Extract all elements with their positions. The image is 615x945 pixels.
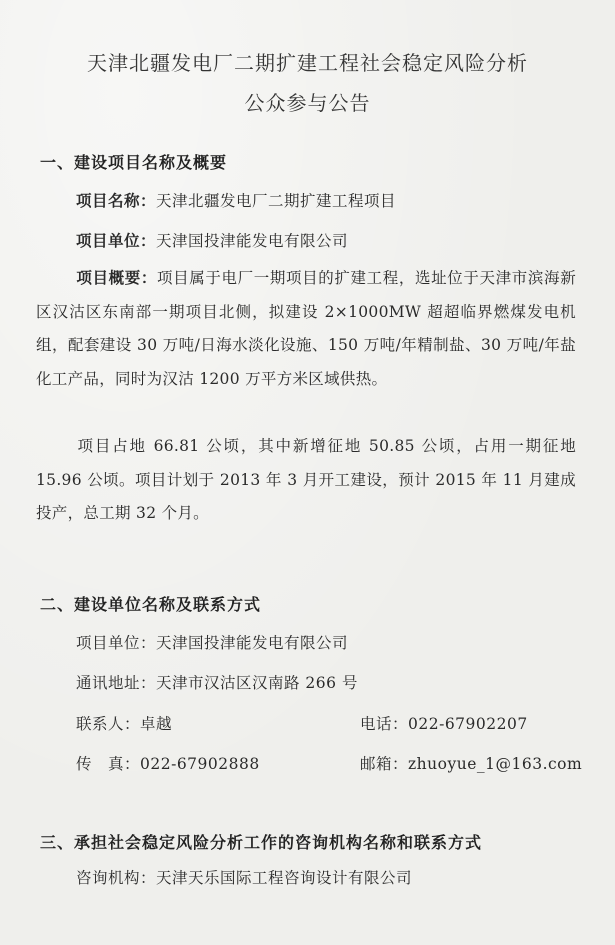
project-area-text: 项目占地 66.81 公顷，其中新增征地 50.85 公顷，占用一期征地 15.96 公顷。项目计划于 2013 年 3 月开工建设，预计 2015 年 11 月建成投产，总工期 32 个月。 — [36, 437, 576, 522]
project-unit-label: 项目单位： — [76, 232, 157, 250]
project-name-value: 天津北疆发电厂二期扩建工程项目 — [156, 192, 397, 210]
builder-email: 邮箱：zhuoyue_1@163.com — [360, 755, 583, 773]
project-name-label: 项目名称： — [76, 192, 157, 210]
builder-fax: 传 真：022-67902888 — [76, 755, 260, 773]
project-overview-text: 项目属于电厂一期项目的扩建工程，选址位于天津市滨海新区汉沽区东南部一期项目北侧，拟建设 2×1000MW 超超临界燃煤发电机组，配套建设 30 万吨/日海水淡化设施、150 万吨/年精制盐、30 万吨/年盐化工产品，同时为汉沽 1200 万平方米区域供热。 — [36, 269, 576, 388]
project-name-line — [76, 189, 396, 211]
project-overview-paragraph — [36, 262, 576, 396]
builder-contact-person: 联系人：卓越 — [76, 715, 173, 733]
project-unit-line — [76, 229, 348, 251]
project-unit-value: 天津国投津能发电有限公司 — [156, 232, 349, 250]
builder-phone: 电话：022-67902207 — [360, 715, 528, 733]
consulting-agency: 咨询机构：天津天乐国际工程咨询设计有限公司 — [76, 869, 413, 887]
document-title: 天津北疆发电厂二期扩建工程社会稳定风险分析 — [87, 51, 528, 75]
document-subtitle: 公众参与公告 — [244, 91, 371, 115]
section2-heading: 二、建设单位名称及联系方式 — [40, 595, 262, 614]
builder-address: 通讯地址：天津市汉沽区汉南路 266 号 — [76, 674, 358, 692]
project-overview-label: 项目概要： — [76, 269, 157, 287]
section3-heading: 三、承担社会稳定风险分析工作的咨询机构名称和联系方式 — [40, 833, 483, 852]
builder-unit: 项目单位：天津国投津能发电有限公司 — [76, 634, 349, 652]
project-area-paragraph — [36, 430, 576, 531]
section1-heading: 一、建设项目名称及概要 — [40, 153, 228, 172]
